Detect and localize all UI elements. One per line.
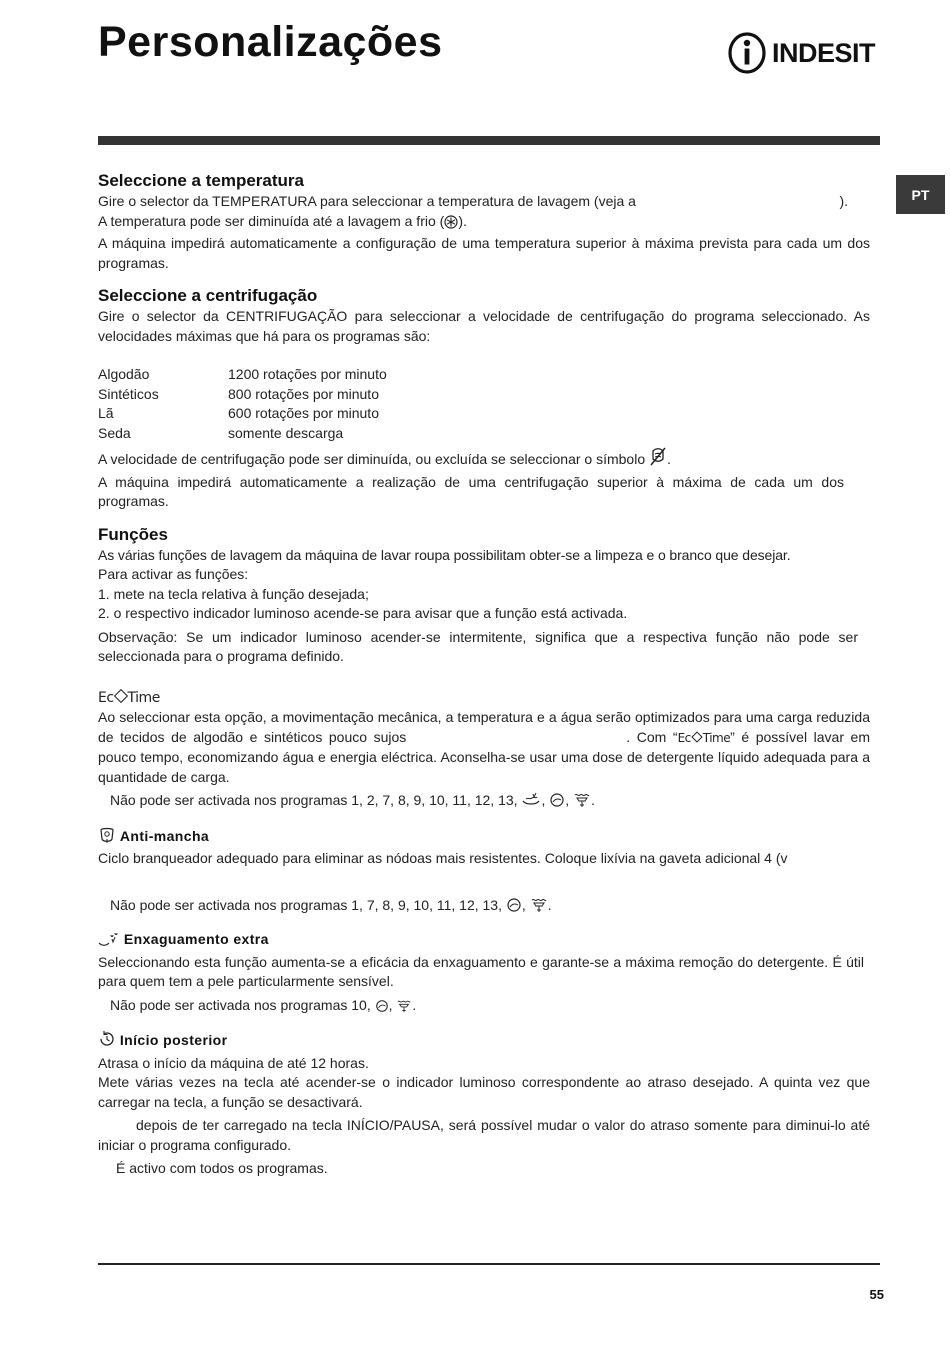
ecotime-label [98, 689, 870, 709]
ecotime-text-c: ” é possível lavar em pouco tempo, economizando água e energia eléctrica. Aconselha-se usar uma dose de detergente líquido adequada para a quantidade de carga. [98, 728, 871, 785]
footer-rule [98, 1263, 880, 1265]
header-rule [98, 136, 880, 145]
ecotime-inline-part-b: Time [702, 730, 731, 745]
ecotime-text-a: Ao seleccionar esta opção, a movimentação mecânica, a temperatura e a água serão optimizados para uma carga reduzida de tecidos de algodão e sintéticos pouco sujos [98, 709, 870, 745]
hand-wash-icon [530, 897, 548, 919]
temperatura-text-2a: A temperatura pode ser diminuída até a lavagem a frio ( [98, 212, 445, 229]
temperatura-text-1a: Gire o selector da TEMPERATURA para seleccionar a temperatura de lavagem (veja a [98, 193, 636, 209]
enxaguamento-restriction [98, 996, 870, 1019]
extra-rinse-icon [98, 931, 120, 953]
temperatura-paragraph-1 [98, 192, 870, 212]
spin-speed-table [98, 365, 387, 443]
antimancha-restriction [98, 896, 870, 919]
logo-wordmark: INDESIT [772, 37, 876, 68]
enxaguamento-paragraph: Seleccionando esta função aumenta-se a eficácia da enxaguamento e garante-se a máxima remoção do detergente. É útil para quem tem a pele particularmente sensível. [98, 953, 864, 989]
page-title: Personalizações [98, 18, 443, 66]
funcoes-paragraph-1: As várias funções de lavagem da máquina de lavar roupa possibilitam obter-se a limpeza e o branco que desejar. [98, 546, 791, 563]
antimancha-paragraph: Ciclo branqueador adequado para eliminar as nódoas mais resistentes. Coloque lixívia na gaveta adicional 4 (v [98, 850, 788, 866]
enxaguamento-title: Enxaguamento extra [123, 931, 269, 947]
inicio-paragraph-2: Mete várias vezes na tecla até acender-se o indicador luminoso correspondente ao atraso desejado. A quinta vez que carregar na tecla, a função se desactivará. [98, 1074, 870, 1110]
temperatura-text-2b: ). [458, 212, 467, 229]
hand-wash-icon [573, 792, 591, 814]
centrifugacao-paragraph-2 [98, 447, 870, 473]
program-name: Seda [98, 424, 131, 441]
ecotime-restriction-text: Não pode ser activada nos programas 1, 2, 7, 8, 9, 10, 11, 12, 13, [110, 792, 518, 808]
main-content [98, 170, 870, 1179]
program-speed: 800 rotações por minuto [228, 385, 379, 402]
inicio-paragraph-3 [98, 1116, 870, 1155]
inicio-heading [98, 1030, 870, 1054]
wool-icon [521, 792, 541, 814]
program-speed: somente descarga [228, 424, 344, 441]
program-name: Sintéticos [98, 385, 159, 402]
silk-icon [375, 999, 389, 1019]
cold-wash-icon [444, 215, 458, 235]
section-title-funcoes: Funções [98, 524, 168, 544]
antimancha-restriction-text: Não pode ser activada nos programas 1, 7, 8, 9, 10, 11, 12, 13, [110, 896, 502, 913]
ecotime-inline-label [678, 731, 731, 745]
centrifugacao-text-2a: A velocidade de centrifugação pode ser diminuída, ou excluída se seleccionar o símbolo [98, 451, 646, 467]
hand-wash-icon [396, 999, 412, 1019]
table-row [98, 424, 387, 444]
temperatura-paragraph-2 [98, 212, 870, 235]
centrifugacao-paragraph-1: Gire o selector da CENTRIFUGAÇÃO para seleccionar a velocidade de centrifugação do programa seleccionado. As velocidades máximas que há para os programas são: [98, 308, 870, 344]
silk-icon [549, 792, 565, 814]
ecotime-inline-diamond-icon [691, 731, 702, 742]
table-row [98, 385, 387, 405]
centrifugacao-text-2b: . [667, 451, 671, 467]
temperatura-paragraph-3: A máquina impedirá automaticamente a configuração de uma temperatura superior à máxima prevista para cada um dos programas. [98, 235, 870, 271]
ecotime-label-part-b: Time [127, 689, 160, 706]
ecotime-text-b: . Com “ [626, 728, 678, 745]
ecotime-restriction [98, 791, 870, 814]
centrifugacao-paragraph-3: A máquina impedirá automaticamente a realização de uma centrifugação superior à máxima de cada um dos programas. [98, 473, 844, 509]
antimancha-title: Anti-mancha [119, 827, 210, 844]
program-name: Lã [98, 405, 114, 421]
program-speed: 600 rotações por minuto [228, 405, 379, 421]
restriction-end: . [412, 996, 417, 1013]
page-number: 55 [869, 1287, 884, 1302]
inicio-title: Início posterior [119, 1032, 228, 1048]
language-tab: PT [896, 175, 945, 214]
program-name: Algodão [98, 366, 150, 382]
section-title-temperatura: Seleccione a temperatura [98, 171, 304, 190]
inicio-paragraph-4: É activo com todos os programas. [116, 1160, 328, 1176]
ecotime-inline-part-a: Ec [677, 730, 691, 745]
inicio-paragraph-1: Atrasa o início da máquina de até 12 horas. [98, 1054, 369, 1071]
silk-icon [506, 897, 522, 919]
restriction-separator: , [541, 792, 546, 808]
ecotime-diamond-icon [113, 688, 127, 702]
indesit-i-logo-icon [726, 31, 768, 75]
table-row [98, 365, 387, 385]
enxaguamento-restriction-text: Não pode ser activada nos programas 10, [110, 996, 371, 1013]
table-row [98, 404, 387, 424]
program-speed: 1200 rotações por minuto [228, 366, 387, 382]
ecotime-label-part-a: Ec [98, 689, 114, 706]
brand-logo [726, 30, 882, 76]
section-title-centrifugacao: Seleccione a centrifugação [98, 286, 318, 305]
restriction-separator: , [565, 792, 570, 808]
restriction-separator: , [521, 896, 526, 913]
stain-removal-icon [98, 826, 116, 850]
no-spin-icon [649, 447, 667, 473]
delay-timer-icon [98, 1030, 116, 1054]
funcoes-paragraph-2: Para activar as funções: [98, 566, 249, 582]
restriction-end: . [591, 792, 595, 808]
enxaguamento-heading [98, 930, 870, 953]
ecotime-paragraph [98, 708, 870, 787]
antimancha-heading [98, 826, 870, 850]
funcoes-step-2: 2. o respectivo indicador luminoso acende-se para avisar que a função está activada. [98, 605, 628, 621]
restriction-end: . [547, 896, 552, 913]
funcoes-step-1: 1. mete na tecla relativa à função desejada; [98, 585, 369, 602]
restriction-separator: , [388, 996, 393, 1013]
temperatura-text-1b: ). [839, 193, 848, 209]
funcoes-note: Observação: Se um indicador luminoso acender-se intermitente, significa que a respectiva função não pode ser seleccionada para o programa definido. [98, 628, 858, 664]
inicio-text-3: depois de ter carregado na tecla INÍCIO/PAUSA, será possível mudar o valor do atraso somente para diminui-lo até iniciar o programa configurado. [98, 1117, 870, 1153]
